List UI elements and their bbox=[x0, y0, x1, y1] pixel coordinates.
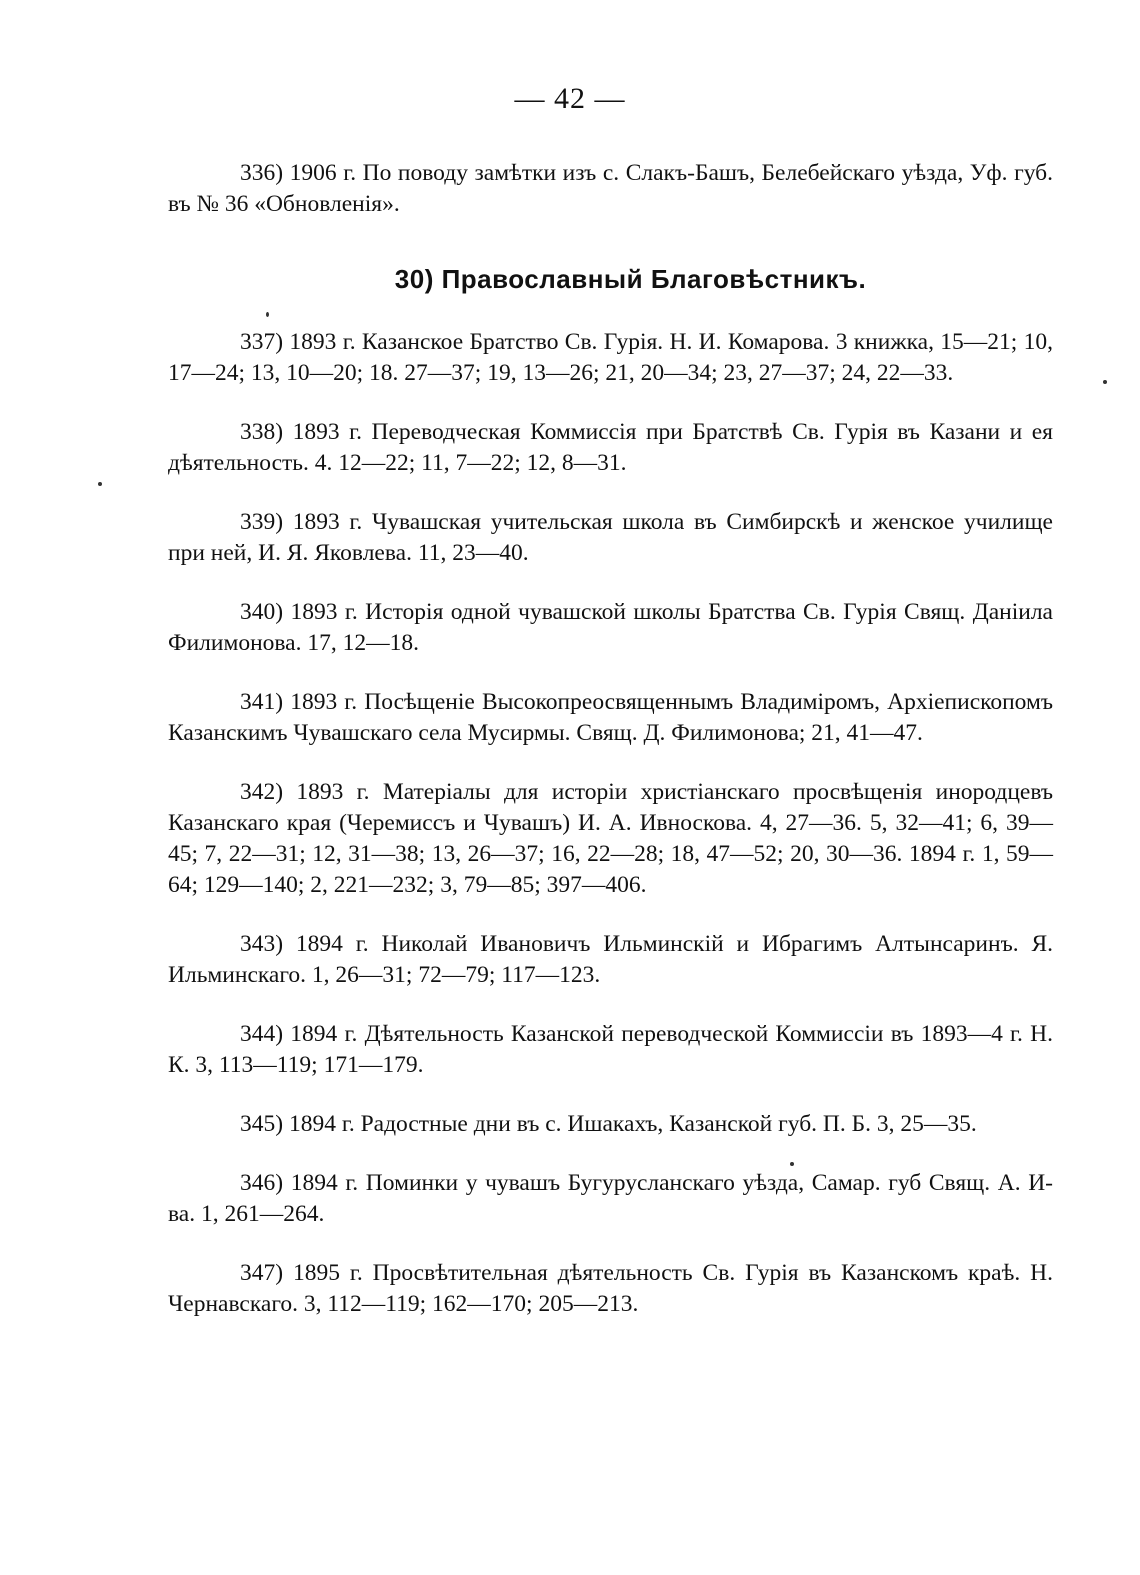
page-body bbox=[168, 158, 1053, 1348]
bibliography-entry-338: 338) 1893 г. Переводческая Коммиссія при Братствѣ Св. Гурія въ Казани и ея дѣятельность. 4. 12—22; 11, 7—22; 12, 8—31. bbox=[168, 419, 1053, 476]
bibliography-entry-346: 346) 1894 г. Поминки у чувашъ Бугурусланскаго уѣзда, Самар. губ Свящ. А. И-ва. 1, 261—264. bbox=[168, 1170, 1053, 1227]
bibliography-entry-340: 340) 1893 г. Исторія одной чувашской школы Братства Св. Гурія Свящ. Даніила Филимонова. 17, 12—18. bbox=[168, 599, 1053, 656]
bibliography-entry-336: 336) 1906 г. По поводу замѣтки изъ с. Слакъ-Башъ, Белебейскаго уѣзда, Уф. губ. въ № 36 «Обновленія». bbox=[168, 160, 1053, 217]
scan-speck bbox=[1103, 380, 1107, 384]
bibliography-entry-341: 341) 1893 г. Посѣщеніе Высокопреосвященнымъ Владиміромъ, Архіепископомъ Казанскимъ Чувашскаго села Мусирмы. Свящ. Д. Филимонова; 21, 41—47. bbox=[168, 689, 1053, 746]
scan-speck bbox=[790, 1162, 794, 1166]
bibliography-entry-343: 343) 1894 г. Николай Ивановичъ Ильминскій и Ибрагимъ Алтынсаринъ. Я. Ильминскаго. 1, 26—31; 72—79; 117—123. bbox=[168, 931, 1053, 988]
scan-speck bbox=[266, 312, 269, 317]
bibliography-entry-339: 339) 1893 г. Чувашская учительская школа въ Симбирскѣ и женское училище при ней, И. Я. Яковлева. 11, 23—40. bbox=[168, 509, 1053, 566]
bibliography-entry-337: 337) 1893 г. Казанское Братство Св. Гурія. Н. И. Комарова. 3 книжка, 15—21; 10, 17—24; 13, 10—20; 18. 27—37; 19, 13—26; 21, 20—34; 23, 27—37; 24, 22—33. bbox=[168, 329, 1053, 386]
bibliography-entry-347: 347) 1895 г. Просвѣтительная дѣятельность Св. Гурія въ Казанскомъ краѣ. Н. Чернавскаго. 3, 112—119; 162—170; 205—213. bbox=[168, 1260, 1053, 1317]
scan-speck bbox=[98, 482, 102, 486]
bibliography-entry-342: 342) 1893 г. Матеріалы для исторіи христіанскаго просвѣщенія инородцевъ Казанскаго края (Черемиссъ и Чувашъ) И. А. Ивноскова. 4, 27—36. 5, 32—41; 6, 39—45; 7, 22—31; 12, 31—38; 13, 26—37; 16, 22—28; 18, 47—52; 20, 30—36. 1894 г. 1, 59—64; 129—140; 2, 221—232; 3, 79—85; 397—406. bbox=[168, 779, 1053, 898]
bibliography-entry-344: 344) 1894 г. Дѣятельность Казанской переводческой Коммиссіи въ 1893—4 г. Н. К. 3, 113—119; 171—179. bbox=[168, 1021, 1053, 1078]
bibliography-entry-345: 345) 1894 г. Радостные дни въ с. Ишакахъ, Казанской губ. П. Б. 3, 25—35. bbox=[240, 1111, 977, 1137]
section-title: 30) Православный Благовѣстникъ. bbox=[394, 264, 867, 294]
page-number: — 42 — bbox=[514, 82, 626, 115]
